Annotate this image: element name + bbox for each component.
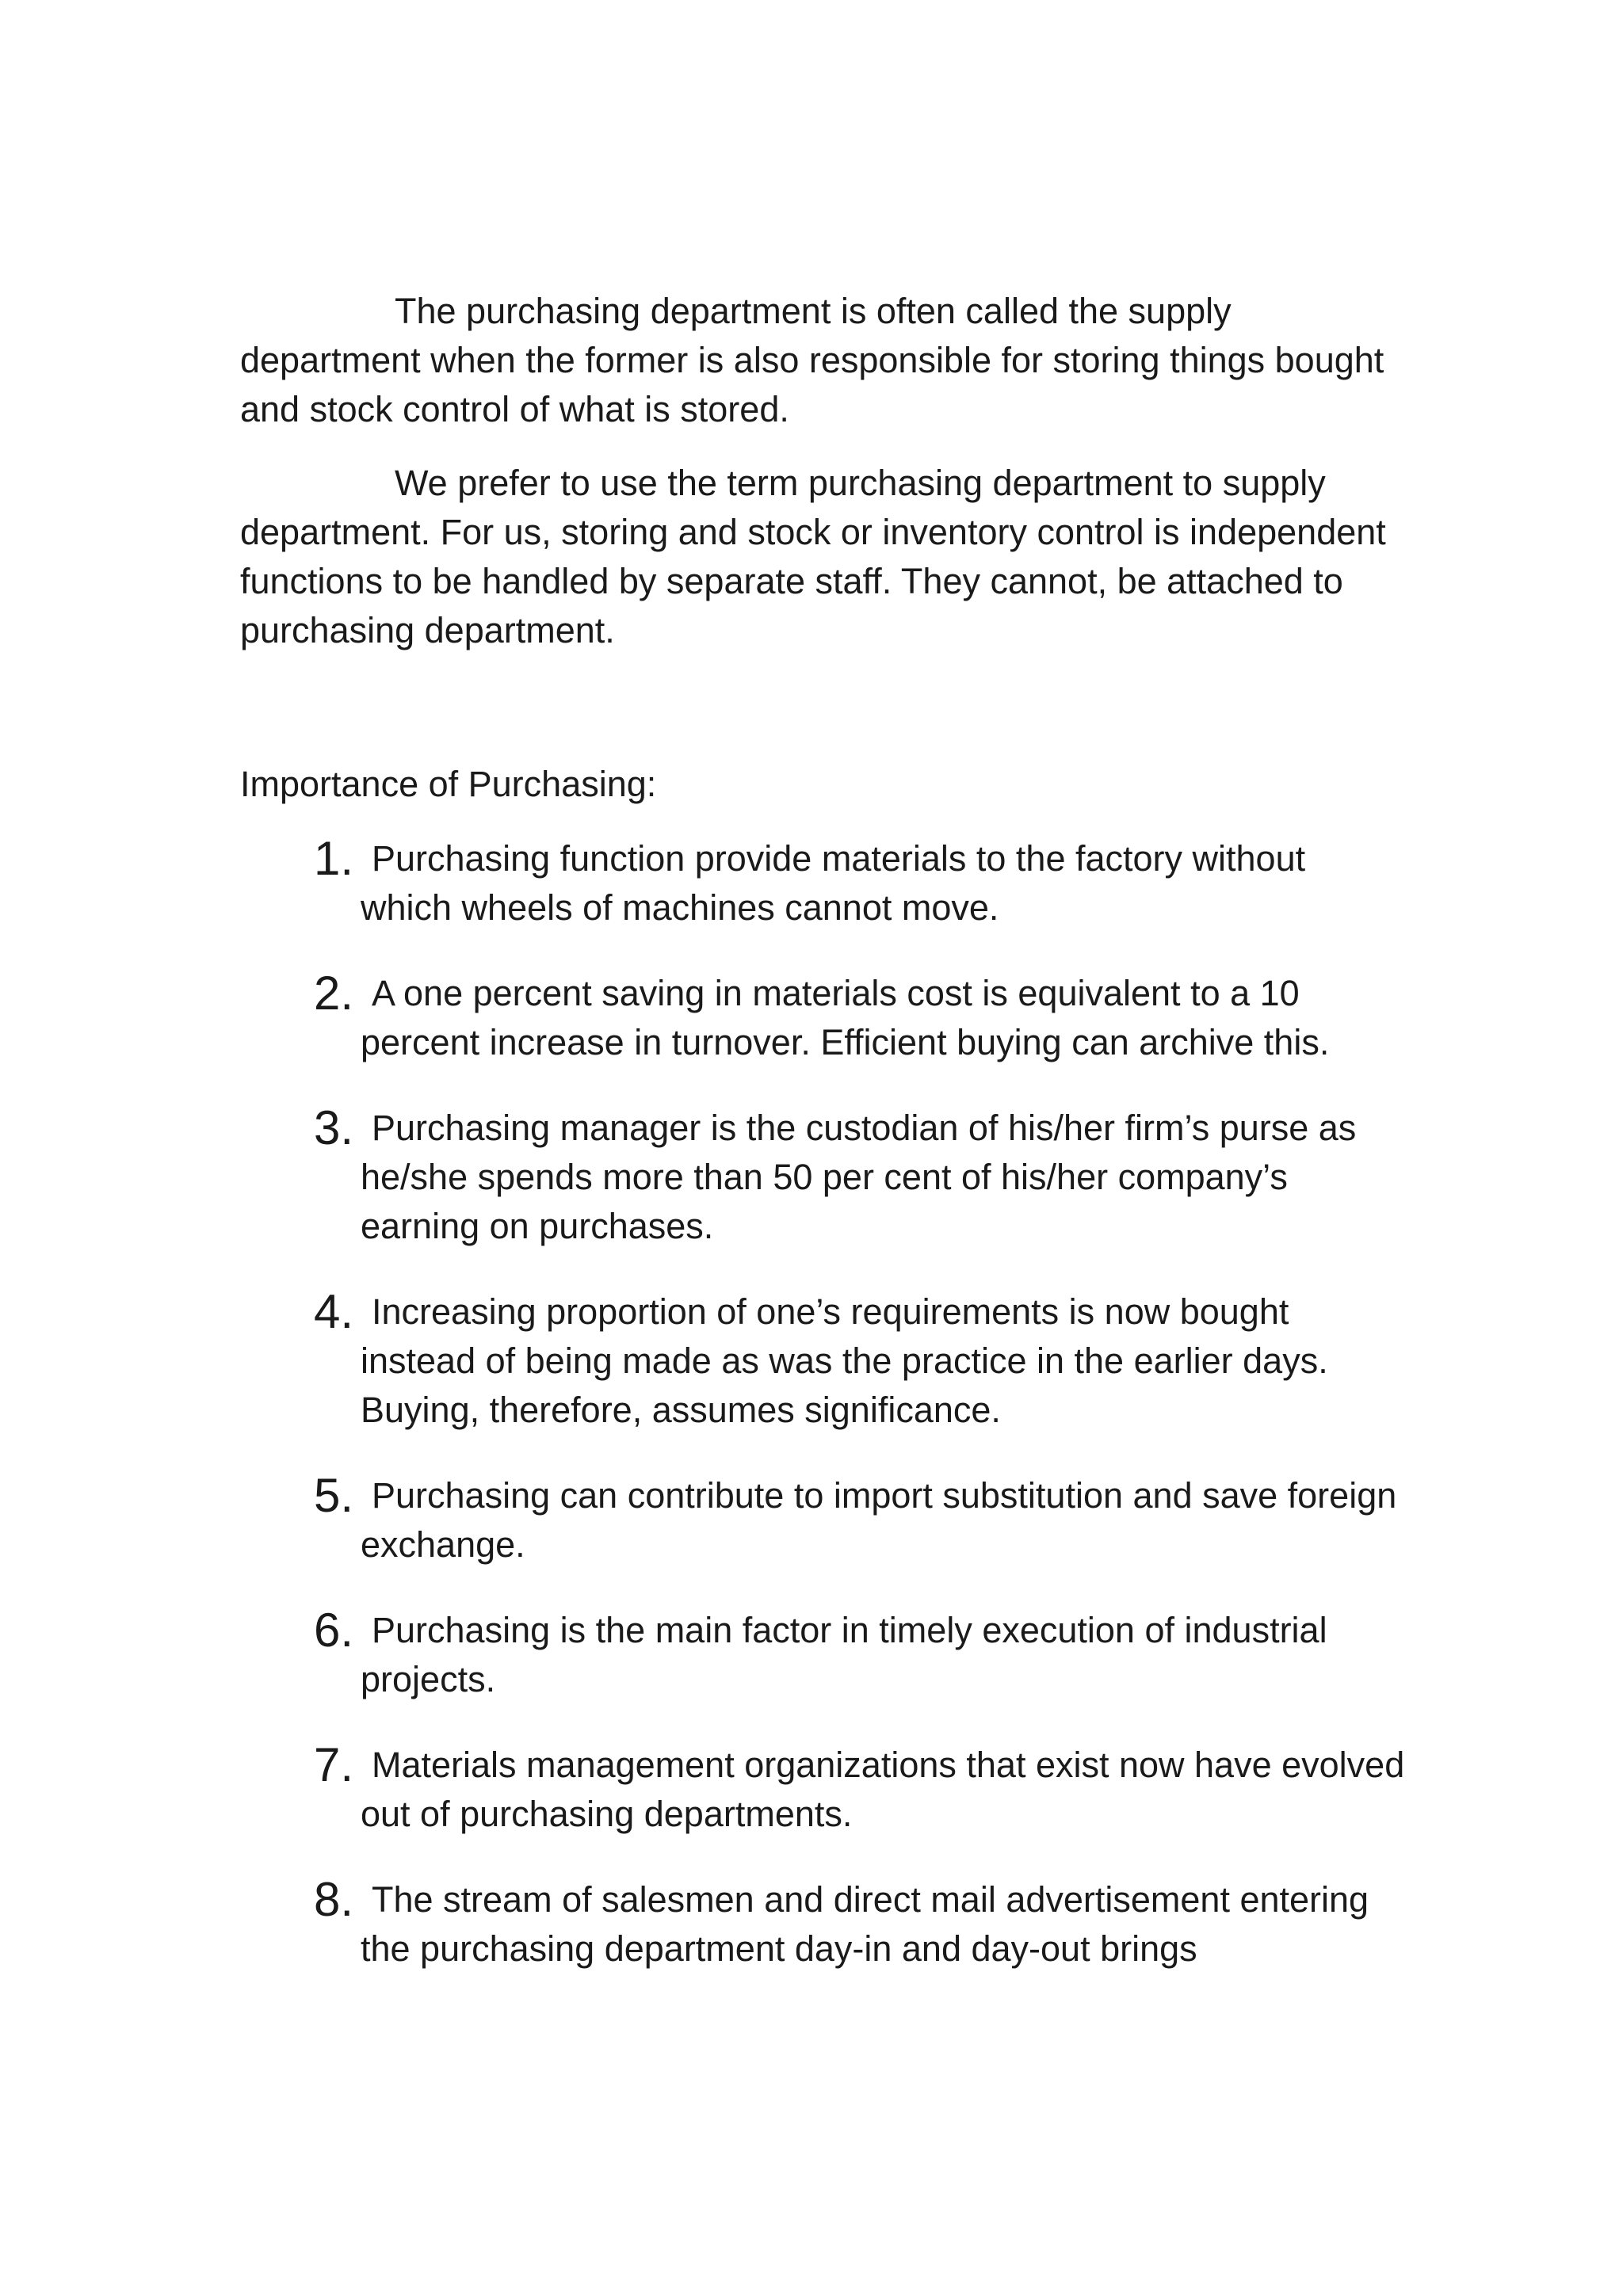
list-item — [240, 1606, 1405, 1704]
list-item — [240, 1101, 1405, 1251]
list-item-text: Purchasing can contribute to import substitution and save foreign exchange. — [361, 1475, 1397, 1565]
importance-list — [240, 834, 1405, 1974]
list-item — [240, 969, 1405, 1067]
list-item-text: Increasing proportion of one’s requirements is now bought instead of being made as was the practice in the earlier days. Buying, therefore, assumes significance. — [361, 1291, 1328, 1430]
list-item-number: 8. — [314, 1873, 354, 1926]
list-item-text: Purchasing function provide materials to the factory without which wheels of machines cannot move. — [361, 838, 1306, 928]
list-item-text: The stream of salesmen and direct mail advertisement entering the purchasing department day-in and day-out brings — [361, 1879, 1369, 1969]
list-item-number: 3. — [314, 1101, 354, 1154]
list-item — [240, 834, 1405, 933]
document-body — [240, 287, 1405, 2010]
intro-paragraph-2: We prefer to use the term purchasing department to supply department. For us, storing and stock or inventory control is independent functions to be handled by separate staff. They cannot, be attached to purchasing department. — [240, 463, 1386, 650]
list-item-text: Materials management organizations that exist now have evolved out of purchasing departments. — [361, 1745, 1405, 1834]
list-item-number: 5. — [314, 1469, 354, 1522]
list-item — [240, 1738, 1405, 1839]
section-heading: Importance of Purchasing: — [240, 764, 657, 804]
list-item-text: A one percent saving in materials cost is equivalent to a 10 percent increase in turnover. Efficient buying can archive this. — [361, 973, 1330, 1062]
list-item-text: Purchasing is the main factor in timely execution of industrial projects. — [361, 1610, 1327, 1699]
intro-paragraph-1: The purchasing department is often called the supply department when the former is also responsible for storing things bought and stock control of what is stored. — [240, 291, 1384, 429]
list-item — [240, 1471, 1405, 1569]
list-item-number: 1. — [314, 832, 354, 885]
list-item-text: Purchasing manager is the custodian of his/her firm’s purse as he/she spends more than 50 per cent of his/her company’s earning on purchases. — [361, 1108, 1357, 1246]
list-item — [240, 1287, 1405, 1435]
list-item — [240, 1875, 1405, 1974]
list-item-number: 2. — [314, 967, 354, 1020]
list-item-number: 4. — [314, 1285, 354, 1338]
list-item-number: 7. — [314, 1738, 354, 1791]
list-item-number: 6. — [314, 1604, 354, 1657]
